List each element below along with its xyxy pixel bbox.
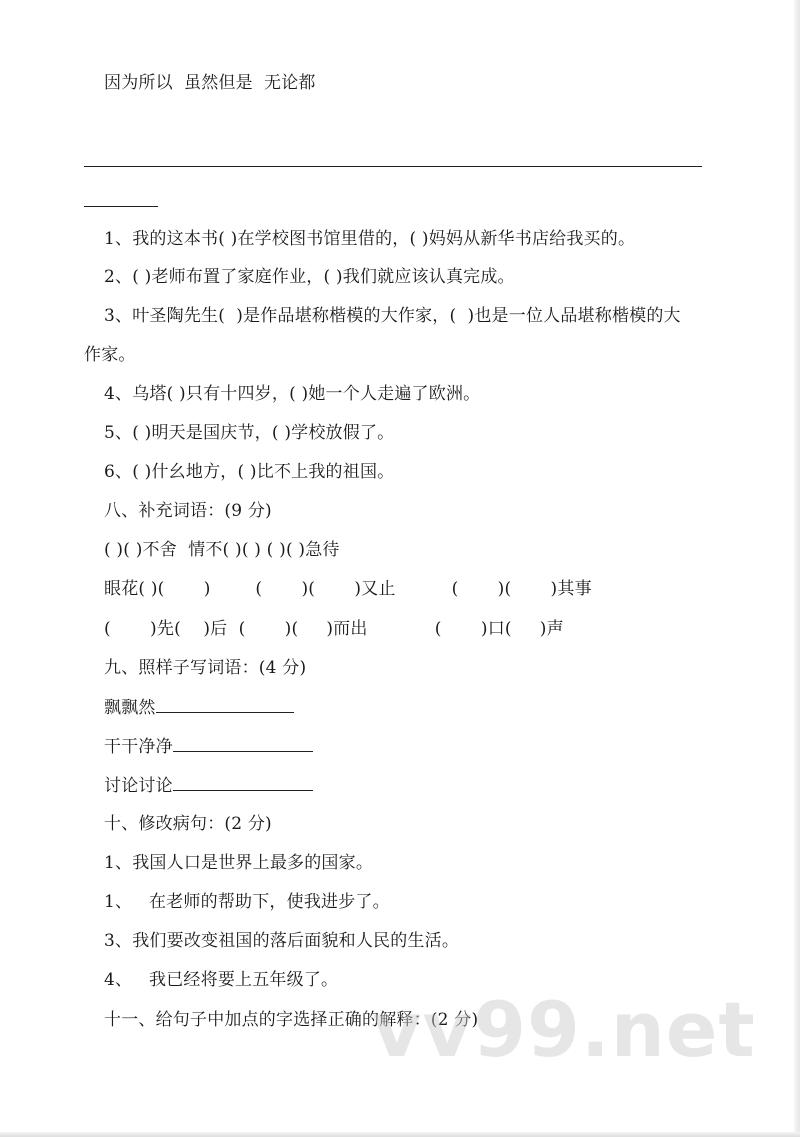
section7-item-6: 6、( )什幺地方，( )比不上我的祖国。 — [104, 462, 395, 482]
section10-item-1: 1、我国人口是世界上最多的国家。 — [104, 853, 374, 873]
section9-item-3 — [104, 774, 313, 797]
answer-rule-short — [84, 206, 158, 207]
section9-blank-1[interactable] — [156, 696, 294, 713]
section8-row-3: ( )先( )后 ( )( )而出 ( )口( )声 — [104, 619, 564, 639]
section8-row-1: ( )( )不舍 情不( )( ) ( )( )急待 — [104, 540, 340, 560]
section7-item-1: 1、我的这本书( )在学校图书馆里借的，( )妈妈从新华书店给我买的。 — [104, 229, 636, 249]
section10-item-3: 3、我们要改变祖国的落后面貌和人民的生活。 — [104, 931, 460, 951]
section7-item-3: 3、叶圣陶先生( )是作品堪称楷模的大作家，( )也是一位人品堪称楷模的大 — [104, 306, 681, 326]
section7-item-2: 2、( )老师布置了家庭作业，( )我们就应该认真完成。 — [104, 267, 515, 287]
section7-item-3-cont: 作家。 — [84, 345, 136, 365]
section9-item-1 — [104, 696, 294, 719]
section11-heading: 十一、给句子中加点的字选择正确的解释：(2 分) — [104, 1010, 479, 1030]
answer-rule-long — [84, 166, 702, 167]
section9-blank-2[interactable] — [173, 735, 313, 752]
page-bottom-edge — [0, 1132, 800, 1137]
section9-heading: 九、照样子写词语：(4 分) — [104, 658, 307, 678]
connectives-line: 因为所以 虽然但是 无论都 — [104, 73, 316, 93]
section7-item-4: 4、乌塔( )只有十四岁，( )她一个人走遍了欧洲。 — [104, 384, 481, 404]
section8-row-2: 眼花( )( ) ( )( )又止 ( )( )其事 — [104, 579, 592, 599]
section10-heading: 十、修改病句：(2 分) — [104, 814, 272, 834]
section9-word-2: 干干净净 — [104, 737, 173, 757]
section9-item-2 — [104, 735, 313, 758]
section10-item-4: 4、 我已经将要上五年级了。 — [104, 970, 339, 990]
section10-item-2: 1、 在老师的帮助下，使我进步了。 — [104, 892, 390, 912]
section9-word-3: 讨论讨论 — [104, 776, 173, 796]
section9-blank-3[interactable] — [173, 774, 313, 791]
section9-word-1: 飘飘然 — [104, 698, 156, 718]
section8-heading: 八、补充词语：(9 分) — [104, 501, 272, 521]
section7-item-5: 5、( )明天是国庆节，( )学校放假了。 — [104, 423, 395, 443]
watermark-logo: vv99.net — [372, 985, 756, 1074]
page-right-edge — [794, 0, 800, 1137]
